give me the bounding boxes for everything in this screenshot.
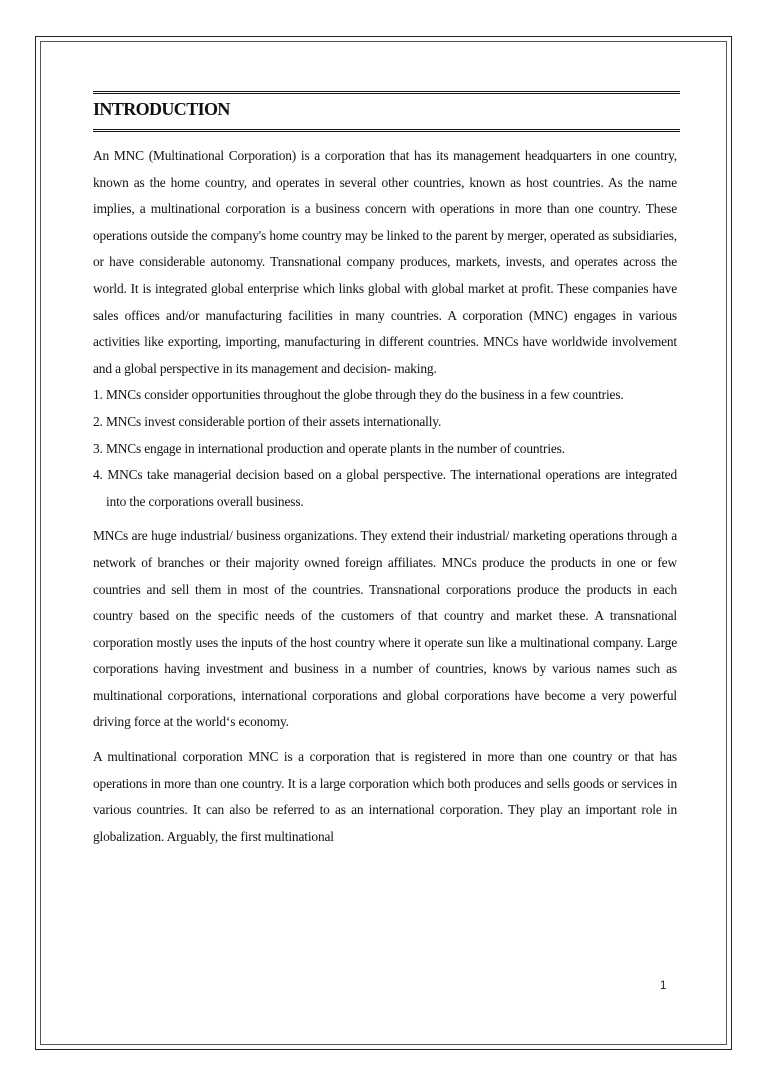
list-item: 2. MNCs invest considerable portion of their assets internationally. — [93, 413, 442, 429]
feature-list — [93, 382, 677, 515]
document-body — [93, 143, 677, 850]
heading-bottom-rule — [93, 129, 680, 132]
list-item: 3. MNCs engage in international production and operate plants in the number of countries. — [93, 440, 565, 456]
paragraph-intro: An MNC (Multinational Corporation) is a corporation that has its management headquarters in one country, known as the home country, and operates in several other countries, known as host countries. As the name implies, a multinational corporation is a business concern with operations in more than one country. These operations outside the company's home country may be linked to the parent by merger, operated as subsidiaries, or have considerable autonomy. Transnational company produces, markets, invests, and operates across the world. It is integrated global enterprise which links global with global market at profit. These companies have sales offices and/or manufacturing facilities in many countries. A corporation (MNC) engages in various activities like exporting, importing, manufacturing in different countries. MNCs have worldwide involvement and a global perspective in its management and decision- making. — [93, 148, 677, 376]
page-number: 1 — [660, 980, 667, 992]
list-item: 1. MNCs consider opportunities throughout the globe through they do the business in a few countries. — [93, 387, 624, 403]
list-item: 4. MNCs take managerial decision based on a global perspective. The international operations are integrated into the corporations overall business. — [93, 467, 677, 509]
page-title: INTRODUCTION — [93, 99, 230, 119]
paragraph-mnc-organizations: MNCs are huge industrial/ business organizations. They extend their industrial/ marketing operations through a network of branches or their majority owned foreign affiliates. MNCs produce the products in one or few countries and sell them in most of the countries. Transnational corporations produce the products in each country based on the specific needs of the customers of that country and market these. A transnational corporation mostly uses the inputs of the host country where it operate sun like a multinational company. Large corporations having investment and business in a number of countries, knows by various names such as multinational corporations, international corporations and global corporations have become a very powerful driving force at the world‘s economy. — [93, 528, 677, 730]
paragraph-mnc-definition: A multinational corporation MNC is a corporation that is registered in more than one country or that has operations in more than one country. It is a large corporation which both produces and sells goods or services in various countries. It can also be referred to as an international corporation. They play an important role in globalization. Arguably, the first multinational — [93, 749, 677, 844]
